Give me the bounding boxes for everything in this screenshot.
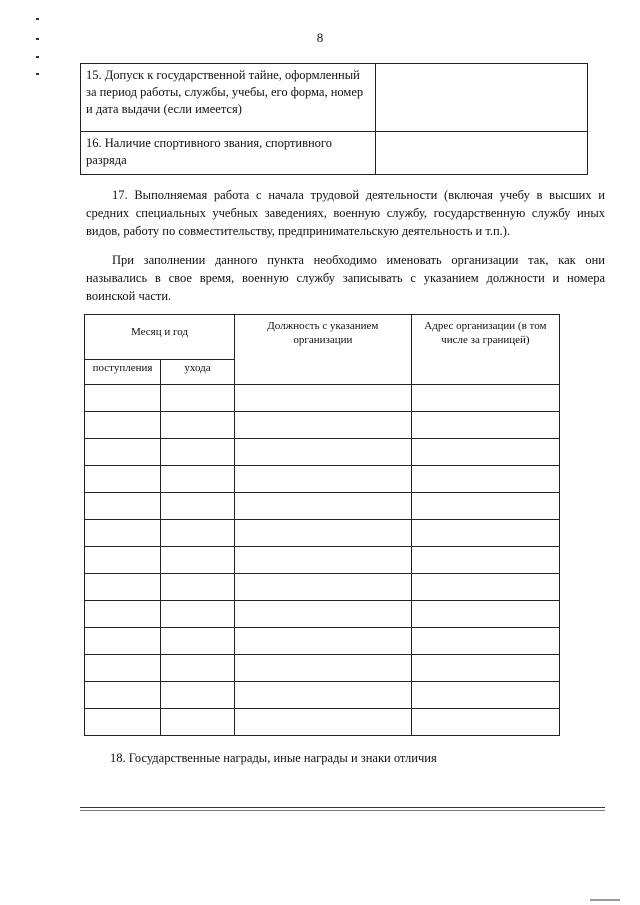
instruction-paragraph — [86, 251, 605, 305]
item-16-label: 16. Наличие спортивного звания, спортивного разряда — [81, 132, 376, 175]
table-row — [85, 520, 560, 547]
item-15-label: 15. Допуск к государственной тайне, оформленный за период работы, службы, учебы, его форма, номер и дата выдачи (если имеется) — [81, 64, 376, 132]
footer-mark — [590, 899, 620, 901]
table-row — [85, 628, 560, 655]
address-cell[interactable] — [411, 412, 559, 439]
table-row — [85, 682, 560, 709]
start-cell[interactable] — [85, 493, 161, 520]
end-cell[interactable] — [161, 628, 235, 655]
margin-mark — [36, 56, 39, 58]
position-cell[interactable] — [234, 655, 411, 682]
table-row — [85, 466, 560, 493]
questionnaire-items-table — [80, 63, 588, 175]
address-cell[interactable] — [411, 385, 559, 412]
margin-mark — [36, 73, 39, 75]
start-cell[interactable] — [85, 628, 161, 655]
item-16-answer-cell[interactable] — [376, 132, 588, 175]
work-history-table — [84, 314, 560, 736]
address-cell[interactable] — [411, 655, 559, 682]
address-cell[interactable] — [411, 601, 559, 628]
end-cell[interactable] — [161, 655, 235, 682]
start-cell[interactable] — [85, 574, 161, 601]
work-rows — [85, 385, 560, 736]
position-cell[interactable] — [234, 439, 411, 466]
subheader-start: поступления — [85, 360, 161, 385]
address-cell[interactable] — [411, 682, 559, 709]
end-cell[interactable] — [161, 682, 235, 709]
position-cell[interactable] — [234, 412, 411, 439]
position-cell[interactable] — [234, 574, 411, 601]
table-row — [85, 412, 560, 439]
item-15-answer-cell[interactable] — [376, 64, 588, 132]
start-cell[interactable] — [85, 385, 161, 412]
start-cell[interactable] — [85, 520, 161, 547]
bottom-rule — [80, 807, 605, 808]
address-cell[interactable] — [411, 574, 559, 601]
instruction-text: При заполнении данного пункта необходимо именовать организации так, как они назывались в свое время, военную службу записывать с указанием должности и номера воинской части. — [86, 253, 605, 303]
page-number: 8 — [316, 30, 324, 45]
section-17-paragraph — [86, 186, 605, 240]
end-cell[interactable] — [161, 493, 235, 520]
end-cell[interactable] — [161, 601, 235, 628]
section-17-text: 17. Выполняемая работа с начала трудовой деятельности (включая учебу в высших и средних специальных учебных заведениях, военную службу, государственную службу иных видов, работу по совместительству, предпринимательскую деятельность и т.п.). — [86, 188, 605, 238]
end-cell[interactable] — [161, 574, 235, 601]
table-row — [85, 439, 560, 466]
header-position: Должность с указанием организации — [234, 315, 411, 385]
position-cell[interactable] — [234, 601, 411, 628]
start-cell[interactable] — [85, 466, 161, 493]
position-cell[interactable] — [234, 493, 411, 520]
end-cell[interactable] — [161, 439, 235, 466]
end-cell[interactable] — [161, 547, 235, 574]
start-cell[interactable] — [85, 709, 161, 736]
end-cell[interactable] — [161, 520, 235, 547]
end-cell[interactable] — [161, 385, 235, 412]
position-cell[interactable] — [234, 682, 411, 709]
table-row — [85, 493, 560, 520]
address-cell[interactable] — [411, 547, 559, 574]
margin-mark — [36, 38, 39, 40]
subheader-end: ухода — [161, 360, 235, 385]
start-cell[interactable] — [85, 412, 161, 439]
address-cell[interactable] — [411, 466, 559, 493]
bottom-rule — [80, 810, 605, 811]
table-row — [85, 709, 560, 736]
address-cell[interactable] — [411, 709, 559, 736]
address-cell[interactable] — [411, 520, 559, 547]
table-row — [85, 385, 560, 412]
table-row — [85, 601, 560, 628]
table-row — [85, 655, 560, 682]
table-row — [85, 547, 560, 574]
position-cell[interactable] — [234, 547, 411, 574]
start-cell[interactable] — [85, 655, 161, 682]
position-cell[interactable] — [234, 466, 411, 493]
end-cell[interactable] — [161, 412, 235, 439]
position-cell[interactable] — [234, 385, 411, 412]
address-cell[interactable] — [411, 493, 559, 520]
start-cell[interactable] — [85, 682, 161, 709]
end-cell[interactable] — [161, 466, 235, 493]
header-month-year: Месяц и год — [85, 315, 235, 360]
position-cell[interactable] — [234, 709, 411, 736]
position-cell[interactable] — [234, 628, 411, 655]
position-cell[interactable] — [234, 520, 411, 547]
start-cell[interactable] — [85, 601, 161, 628]
start-cell[interactable] — [85, 547, 161, 574]
end-cell[interactable] — [161, 709, 235, 736]
section-18-heading: 18. Государственные награды, иные награды и знаки отличия — [110, 751, 437, 765]
start-cell[interactable] — [85, 439, 161, 466]
header-address: Адрес организации (в том числе за границей) — [411, 315, 559, 385]
address-cell[interactable] — [411, 439, 559, 466]
address-cell[interactable] — [411, 628, 559, 655]
table-row — [85, 574, 560, 601]
margin-mark — [36, 18, 39, 20]
